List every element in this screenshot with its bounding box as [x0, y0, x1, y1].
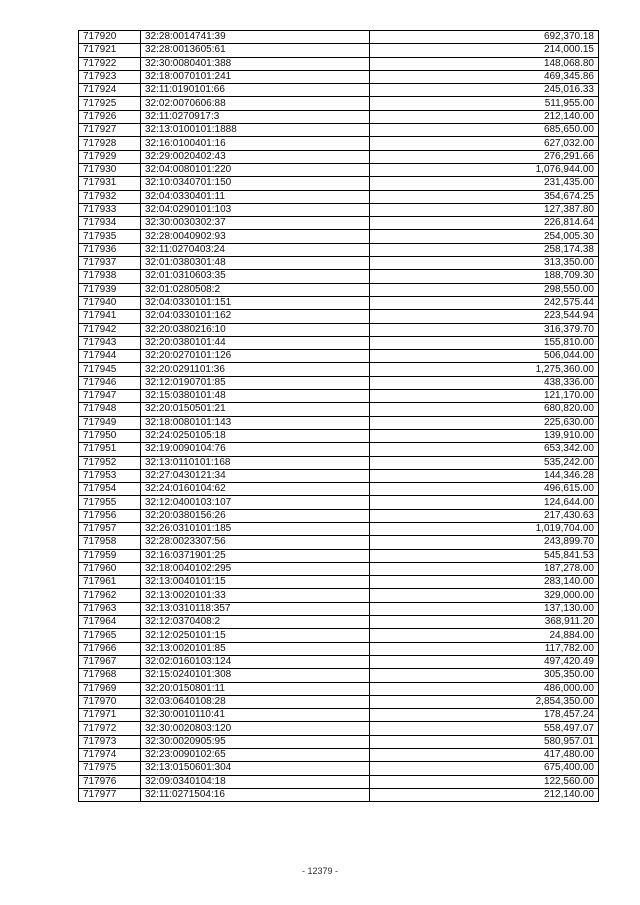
record-id-cell: 717957: [79, 522, 141, 535]
amount-cell: 258,174.38: [370, 243, 599, 256]
cadastral-number-cell: 32:16:0371901:25: [141, 549, 370, 562]
cadastral-number-cell: 32:18:0040102:295: [141, 562, 370, 575]
record-id-cell: 717960: [79, 562, 141, 575]
cadastral-number-cell: 32:02:0070606:88: [141, 97, 370, 110]
amount-cell: 545,841.53: [370, 549, 599, 562]
amount-cell: 242,575.44: [370, 296, 599, 309]
cadastral-number-cell: 32:20:0380156:26: [141, 509, 370, 522]
cadastral-number-cell: 32:30:0020803:120: [141, 722, 370, 735]
amount-cell: 212,140.00: [370, 110, 599, 123]
cadastral-number-cell: 32:20:0150501:21: [141, 403, 370, 416]
table-row: [79, 336, 599, 349]
cadastral-number-cell: 32:26:0310101:185: [141, 522, 370, 535]
table-row: [79, 562, 599, 575]
amount-cell: 127,387.80: [370, 203, 599, 216]
amount-cell: 139,910.00: [370, 429, 599, 442]
cadastral-number-cell: 32:03:0640108:28: [141, 695, 370, 708]
record-id-cell: 717926: [79, 110, 141, 123]
table-row: [79, 735, 599, 748]
table-row: [79, 57, 599, 70]
cadastral-number-cell: 32:01:0280508:2: [141, 283, 370, 296]
records-table: [78, 30, 599, 802]
amount-cell: 329,000.00: [370, 589, 599, 602]
record-id-cell: 717962: [79, 589, 141, 602]
table-row: [79, 84, 599, 97]
record-id-cell: 717945: [79, 363, 141, 376]
amount-cell: 535,242.00: [370, 456, 599, 469]
records-table-body: [79, 31, 599, 802]
record-id-cell: 717958: [79, 536, 141, 549]
table-row: [79, 483, 599, 496]
cadastral-number-cell: 32:20:0380101:44: [141, 336, 370, 349]
cadastral-number-cell: 32:13:0110101:168: [141, 456, 370, 469]
table-row: [79, 44, 599, 57]
record-id-cell: 717942: [79, 323, 141, 336]
record-id-cell: 717955: [79, 496, 141, 509]
amount-cell: 653,342.00: [370, 443, 599, 456]
amount-cell: 298,550.00: [370, 283, 599, 296]
cadastral-number-cell: 32:30:0080401:388: [141, 57, 370, 70]
table-row: [79, 616, 599, 629]
cadastral-number-cell: 32:15:0240101:308: [141, 669, 370, 682]
record-id-cell: 717946: [79, 376, 141, 389]
record-id-cell: 717964: [79, 616, 141, 629]
table-row: [79, 243, 599, 256]
table-row: [79, 70, 599, 83]
cadastral-number-cell: 32:18:0080101:143: [141, 416, 370, 429]
page-number: - 12379 -: [301, 866, 339, 876]
amount-cell: 486,000.00: [370, 682, 599, 695]
amount-cell: 469,345.86: [370, 70, 599, 83]
record-id-cell: 717932: [79, 190, 141, 203]
cadastral-number-cell: 32:28:0023307:56: [141, 536, 370, 549]
amount-cell: 496,615.00: [370, 483, 599, 496]
record-id-cell: 717974: [79, 749, 141, 762]
record-id-cell: 717968: [79, 669, 141, 682]
cadastral-number-cell: 32:02:0160103:124: [141, 655, 370, 668]
table-row: [79, 576, 599, 589]
cadastral-number-cell: 32:01:0310603:35: [141, 270, 370, 283]
amount-cell: 316,379.70: [370, 323, 599, 336]
cadastral-number-cell: 32:20:0380216:10: [141, 323, 370, 336]
cadastral-number-cell: 32:27:0430121:34: [141, 469, 370, 482]
record-id-cell: 717973: [79, 735, 141, 748]
amount-cell: 2,854,350.00: [370, 695, 599, 708]
record-id-cell: 717956: [79, 509, 141, 522]
table-row: [79, 416, 599, 429]
cadastral-number-cell: 32:13:0150601:304: [141, 762, 370, 775]
amount-cell: 178,457.24: [370, 709, 599, 722]
amount-cell: 24,884.00: [370, 629, 599, 642]
record-id-cell: 717920: [79, 31, 141, 44]
cadastral-number-cell: 32:28:0040902:93: [141, 230, 370, 243]
amount-cell: 417,480.00: [370, 749, 599, 762]
record-id-cell: 717954: [79, 483, 141, 496]
table-row: [79, 257, 599, 270]
record-id-cell: 717959: [79, 549, 141, 562]
table-row: [79, 589, 599, 602]
table-row: [79, 150, 599, 163]
record-id-cell: 717971: [79, 709, 141, 722]
record-id-cell: 717953: [79, 469, 141, 482]
table-row: [79, 350, 599, 363]
table-row: [79, 310, 599, 323]
cadastral-number-cell: 32:13:0310118:357: [141, 602, 370, 615]
table-row: [79, 296, 599, 309]
table-row: [79, 217, 599, 230]
record-id-cell: 717976: [79, 775, 141, 788]
cadastral-number-cell: 32:13:0020101:33: [141, 589, 370, 602]
amount-cell: 685,650.00: [370, 124, 599, 137]
record-id-cell: 717952: [79, 456, 141, 469]
amount-cell: 214,000.15: [370, 44, 599, 57]
cadastral-number-cell: 32:20:0150801:11: [141, 682, 370, 695]
record-id-cell: 717975: [79, 762, 141, 775]
amount-cell: 354,674.25: [370, 190, 599, 203]
amount-cell: 217,430.63: [370, 509, 599, 522]
cadastral-number-cell: 32:04:0290101:103: [141, 203, 370, 216]
table-row: [79, 363, 599, 376]
record-id-cell: 717948: [79, 403, 141, 416]
cadastral-number-cell: 32:30:0010110:41: [141, 709, 370, 722]
record-id-cell: 717967: [79, 655, 141, 668]
table-row: [79, 190, 599, 203]
cadastral-number-cell: 32:28:0013605:61: [141, 44, 370, 57]
cadastral-number-cell: 32:04:0330101:151: [141, 296, 370, 309]
cadastral-number-cell: 32:20:0270101:126: [141, 350, 370, 363]
amount-cell: 155,810.00: [370, 336, 599, 349]
cadastral-number-cell: 32:04:0330401:11: [141, 190, 370, 203]
table-row: [79, 429, 599, 442]
table-row: [79, 522, 599, 535]
table-row: [79, 31, 599, 44]
record-id-cell: 717933: [79, 203, 141, 216]
amount-cell: 243,899.70: [370, 536, 599, 549]
amount-cell: 276,291.66: [370, 150, 599, 163]
table-row: [79, 230, 599, 243]
cadastral-number-cell: 32:15:0380101:48: [141, 390, 370, 403]
table-row: [79, 642, 599, 655]
amount-cell: 692,370.18: [370, 31, 599, 44]
cadastral-number-cell: 32:12:0190701:85: [141, 376, 370, 389]
cadastral-number-cell: 32:11:0270917:3: [141, 110, 370, 123]
table-row: [79, 549, 599, 562]
table-row: [79, 788, 599, 801]
amount-cell: 680,820.00: [370, 403, 599, 416]
cadastral-number-cell: 32:20:0291101:36: [141, 363, 370, 376]
record-id-cell: 717928: [79, 137, 141, 150]
table-row: [79, 137, 599, 150]
record-id-cell: 717944: [79, 350, 141, 363]
amount-cell: 580,957.01: [370, 735, 599, 748]
table-row: [79, 469, 599, 482]
record-id-cell: 717936: [79, 243, 141, 256]
record-id-cell: 717977: [79, 788, 141, 801]
record-id-cell: 717949: [79, 416, 141, 429]
record-id-cell: 717939: [79, 283, 141, 296]
cadastral-number-cell: 32:12:0250101:15: [141, 629, 370, 642]
amount-cell: 305,350.00: [370, 669, 599, 682]
record-id-cell: 717921: [79, 44, 141, 57]
cadastral-number-cell: 32:30:0020905:95: [141, 735, 370, 748]
cadastral-number-cell: 32:11:0271504:16: [141, 788, 370, 801]
cadastral-number-cell: 32:24:0250105:18: [141, 429, 370, 442]
cadastral-number-cell: 32:28:0014741:39: [141, 31, 370, 44]
table-row: [79, 762, 599, 775]
cadastral-number-cell: 32:11:0190101:66: [141, 84, 370, 97]
table-row: [79, 456, 599, 469]
record-id-cell: 717938: [79, 270, 141, 283]
amount-cell: 226,814.64: [370, 217, 599, 230]
table-row: [79, 390, 599, 403]
table-row: [79, 177, 599, 190]
record-id-cell: 717931: [79, 177, 141, 190]
cadastral-number-cell: 32:24:0160104:62: [141, 483, 370, 496]
amount-cell: 675,400.00: [370, 762, 599, 775]
table-row: [79, 496, 599, 509]
cadastral-number-cell: 32:19:0090104:76: [141, 443, 370, 456]
cadastral-number-cell: 32:12:0370408:2: [141, 616, 370, 629]
cadastral-number-cell: 32:30:0030302:37: [141, 217, 370, 230]
table-row: [79, 709, 599, 722]
record-id-cell: 717943: [79, 336, 141, 349]
record-id-cell: 717923: [79, 70, 141, 83]
record-id-cell: 717966: [79, 642, 141, 655]
table-row: [79, 509, 599, 522]
amount-cell: 144,346.28: [370, 469, 599, 482]
amount-cell: 438,336.00: [370, 376, 599, 389]
table-row: [79, 124, 599, 137]
amount-cell: 1,275,360.00: [370, 363, 599, 376]
cadastral-number-cell: 32:09:0340104:18: [141, 775, 370, 788]
table-row: [79, 682, 599, 695]
amount-cell: 1,019,704.00: [370, 522, 599, 535]
cadastral-number-cell: 32:29:0020402:43: [141, 150, 370, 163]
record-id-cell: 717929: [79, 150, 141, 163]
cadastral-number-cell: 32:13:0040101:15: [141, 576, 370, 589]
amount-cell: 506,044.00: [370, 350, 599, 363]
cadastral-number-cell: 32:23:0090102:65: [141, 749, 370, 762]
table-row: [79, 775, 599, 788]
record-id-cell: 717937: [79, 257, 141, 270]
cadastral-number-cell: 32:13:0020101:85: [141, 642, 370, 655]
table-row: [79, 376, 599, 389]
amount-cell: 117,782.00: [370, 642, 599, 655]
amount-cell: 187,278.00: [370, 562, 599, 575]
table-row: [79, 270, 599, 283]
table-row: [79, 203, 599, 216]
record-id-cell: 717969: [79, 682, 141, 695]
amount-cell: 245,016.33: [370, 84, 599, 97]
cadastral-number-cell: 32:01:0380301:48: [141, 257, 370, 270]
table-row: [79, 283, 599, 296]
cadastral-number-cell: 32:12:0400103:107: [141, 496, 370, 509]
cadastral-number-cell: 32:13:0100101:1888: [141, 124, 370, 137]
table-row: [79, 695, 599, 708]
record-id-cell: 717951: [79, 443, 141, 456]
table-row: [79, 443, 599, 456]
cadastral-number-cell: 32:16:0100401:16: [141, 137, 370, 150]
record-id-cell: 717970: [79, 695, 141, 708]
table-row: [79, 655, 599, 668]
amount-cell: 124,644.00: [370, 496, 599, 509]
table-row: [79, 722, 599, 735]
amount-cell: 283,140.00: [370, 576, 599, 589]
amount-cell: 558,497.07: [370, 722, 599, 735]
amount-cell: 223,544.94: [370, 310, 599, 323]
amount-cell: 1,076,944.00: [370, 163, 599, 176]
table-row: [79, 323, 599, 336]
record-id-cell: 717961: [79, 576, 141, 589]
record-id-cell: 717941: [79, 310, 141, 323]
table-row: [79, 163, 599, 176]
record-id-cell: 717930: [79, 163, 141, 176]
amount-cell: 225,630.00: [370, 416, 599, 429]
record-id-cell: 717927: [79, 124, 141, 137]
table-row: [79, 536, 599, 549]
amount-cell: 122,560.00: [370, 775, 599, 788]
record-id-cell: 717924: [79, 84, 141, 97]
record-id-cell: 717922: [79, 57, 141, 70]
amount-cell: 254,005.30: [370, 230, 599, 243]
cadastral-number-cell: 32:18:0070101:241: [141, 70, 370, 83]
amount-cell: 137,130.00: [370, 602, 599, 615]
table-row: [79, 749, 599, 762]
record-id-cell: 717950: [79, 429, 141, 442]
amount-cell: 313,350.00: [370, 257, 599, 270]
amount-cell: 212,140.00: [370, 788, 599, 801]
record-id-cell: 717925: [79, 97, 141, 110]
amount-cell: 148,068.80: [370, 57, 599, 70]
cadastral-number-cell: 32:11:0270403:24: [141, 243, 370, 256]
amount-cell: 627,032.00: [370, 137, 599, 150]
amount-cell: 511,955.00: [370, 97, 599, 110]
amount-cell: 368,911.20: [370, 616, 599, 629]
amount-cell: 231,435.00: [370, 177, 599, 190]
amount-cell: 188,709.30: [370, 270, 599, 283]
table-row: [79, 403, 599, 416]
record-id-cell: 717940: [79, 296, 141, 309]
amount-cell: 497,420.49: [370, 655, 599, 668]
table-row: [79, 669, 599, 682]
amount-cell: 121,170.00: [370, 390, 599, 403]
record-id-cell: 717934: [79, 217, 141, 230]
cadastral-number-cell: 32:04:0080101:220: [141, 163, 370, 176]
record-id-cell: 717947: [79, 390, 141, 403]
record-id-cell: 717963: [79, 602, 141, 615]
table-row: [79, 97, 599, 110]
record-id-cell: 717965: [79, 629, 141, 642]
record-id-cell: 717972: [79, 722, 141, 735]
record-id-cell: 717935: [79, 230, 141, 243]
cadastral-number-cell: 32:04:0330101:162: [141, 310, 370, 323]
table-row: [79, 602, 599, 615]
table-row: [79, 629, 599, 642]
cadastral-number-cell: 32:10:0340701:150: [141, 177, 370, 190]
table-row: [79, 110, 599, 123]
